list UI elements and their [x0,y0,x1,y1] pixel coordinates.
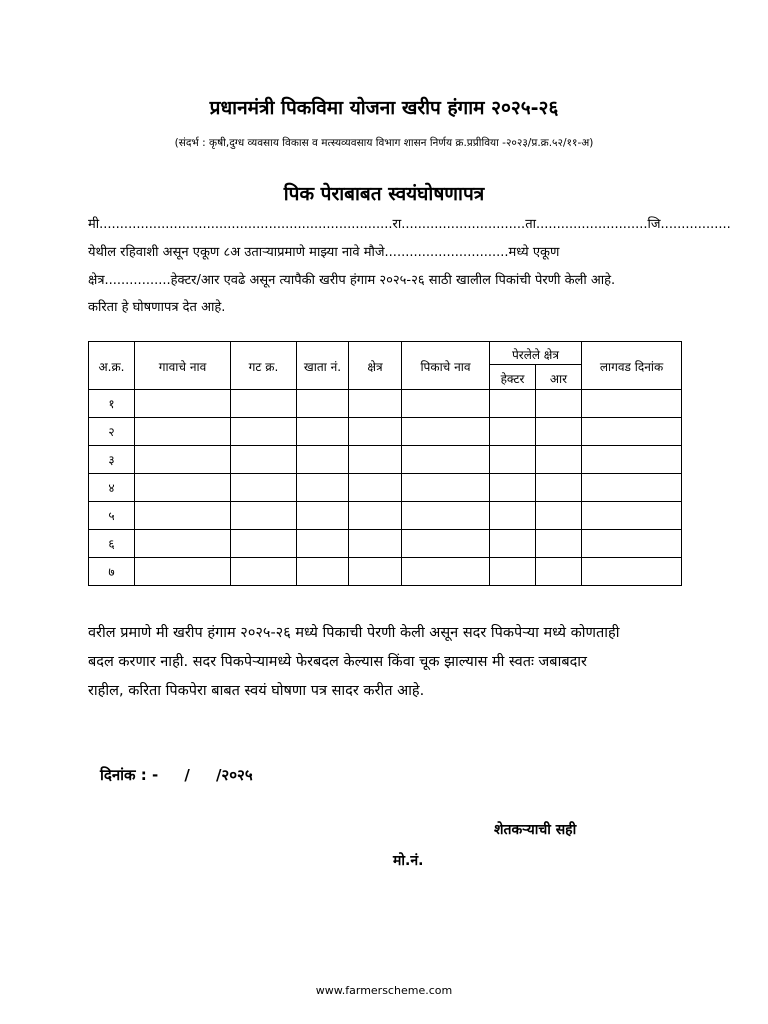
village-cell[interactable] [135,502,231,530]
are-cell[interactable] [536,390,582,418]
table-row [89,446,682,474]
date-line: दिनांक : - / /२०२५ [100,766,253,784]
intro-line-name: मी.......................................................................रा..............................ता...........................जि................. [88,217,731,232]
area-cell[interactable] [349,474,402,502]
row-serial: ३ [89,446,135,474]
footer-website: www.farmerscheme.com [315,984,453,997]
intro-line-declaration: करिता हे घोषणापत्र देत आहे. [88,300,226,315]
hectare-cell[interactable] [490,474,536,502]
header-crop-name: पिकाचे नाव [402,342,490,390]
hectare-cell[interactable] [490,446,536,474]
header-sowing-date: लागवड दिनांक [582,342,682,390]
gat-cell[interactable] [231,446,297,474]
hectare-cell[interactable] [490,418,536,446]
row-serial: ७ [89,558,135,586]
are-cell[interactable] [536,530,582,558]
crop-sowing-table [88,341,682,586]
gat-cell[interactable] [231,558,297,586]
gat-cell[interactable] [231,418,297,446]
crop-cell[interactable] [402,558,490,586]
crop-cell[interactable] [402,530,490,558]
area-cell[interactable] [349,418,402,446]
crop-cell[interactable] [402,446,490,474]
area-cell[interactable] [349,530,402,558]
hectare-cell[interactable] [490,530,536,558]
mobile-number-label: मो.नं. [393,853,424,869]
table-row [89,418,682,446]
declaration-line-2: बदल करणार नाही. सदर पिकपेऱ्यामध्ये फेरबदल केल्यास किंवा चूक झाल्यास मी स्वतः जबाबदार [88,654,587,670]
village-cell[interactable] [135,418,231,446]
header-gat-number: गट क्र. [231,342,297,390]
table-row [89,530,682,558]
hectare-cell[interactable] [490,558,536,586]
row-serial: ६ [89,530,135,558]
gat-cell[interactable] [231,502,297,530]
sowing-date-cell[interactable] [582,418,682,446]
are-cell[interactable] [536,446,582,474]
intro-line-residence: येथील रहिवाशी असून एकूण ८अ उताऱ्याप्रमाणे माझ्या नावे मौजे..............................मध्ये एकूण [88,245,560,260]
are-cell[interactable] [536,418,582,446]
crop-cell[interactable] [402,474,490,502]
sowing-date-cell[interactable] [582,502,682,530]
header-hectare: हेक्टर [490,365,536,390]
header-area: क्षेत्र [349,342,402,390]
row-serial: १ [89,390,135,418]
header-sown-area: पेरलेले क्षेत्र [490,342,582,365]
khata-cell[interactable] [297,418,349,446]
table-row [89,474,682,502]
area-cell[interactable] [349,558,402,586]
form-subtitle: पिक पेराबाबत स्वयंघोषणापत्र [283,183,485,205]
khata-cell[interactable] [297,474,349,502]
farmer-signature-label: शेतकऱ्याची सही [494,822,577,838]
header-khata-number: खाता नं. [297,342,349,390]
are-cell[interactable] [536,558,582,586]
table-row [89,390,682,418]
intro-line-area: क्षेत्र................हेक्टर/आर एवढे असून त्यापैकी खरीप हंगाम २०२५-२६ साठी खालील पिकांची पेरणी केली आहे. [88,273,616,288]
header-serial: अ.क्र. [89,342,135,390]
sowing-date-cell[interactable] [582,446,682,474]
row-serial: २ [89,418,135,446]
hectare-cell[interactable] [490,390,536,418]
village-cell[interactable] [135,530,231,558]
reference-note: (संदर्भ : कृषी,दुग्ध व्यवसाय विकास व मत्स्यव्यवसाय विभाग शासन निर्णय क्र.प्रप्रीविया -२०२३/प्र.क्र.५२/११-अ) [174,137,594,149]
row-serial: ४ [89,474,135,502]
khata-cell[interactable] [297,530,349,558]
declaration-line-3: राहील, करिता पिकपेरा बाबत स्वयं घोषणा पत्र सादर करीत आहे. [88,683,425,699]
sowing-date-cell[interactable] [582,558,682,586]
table-row [89,558,682,586]
village-cell[interactable] [135,390,231,418]
khata-cell[interactable] [297,502,349,530]
are-cell[interactable] [536,474,582,502]
village-cell[interactable] [135,558,231,586]
area-cell[interactable] [349,446,402,474]
sowing-date-cell[interactable] [582,390,682,418]
sowing-date-cell[interactable] [582,530,682,558]
gat-cell[interactable] [231,390,297,418]
header-village: गावाचे नाव [135,342,231,390]
crop-cell[interactable] [402,390,490,418]
header-are: आर [536,365,582,390]
gat-cell[interactable] [231,474,297,502]
row-serial: ५ [89,502,135,530]
area-cell[interactable] [349,390,402,418]
form-title: प्रधानमंत्री पिकविमा योजना खरीप हंगाम २०२५-२६ [209,97,559,119]
gat-cell[interactable] [231,530,297,558]
sowing-date-cell[interactable] [582,474,682,502]
area-cell[interactable] [349,502,402,530]
crop-cell[interactable] [402,418,490,446]
are-cell[interactable] [536,502,582,530]
khata-cell[interactable] [297,390,349,418]
table-row [89,502,682,530]
declaration-line-1: वरील प्रमाणे मी खरीप हंगाम २०२५-२६ मध्ये पिकाची पेरणी केली असून सदर पिकपेऱ्या मध्ये कोणताही [88,625,620,641]
village-cell[interactable] [135,474,231,502]
khata-cell[interactable] [297,558,349,586]
village-cell[interactable] [135,446,231,474]
hectare-cell[interactable] [490,502,536,530]
crop-cell[interactable] [402,502,490,530]
khata-cell[interactable] [297,446,349,474]
